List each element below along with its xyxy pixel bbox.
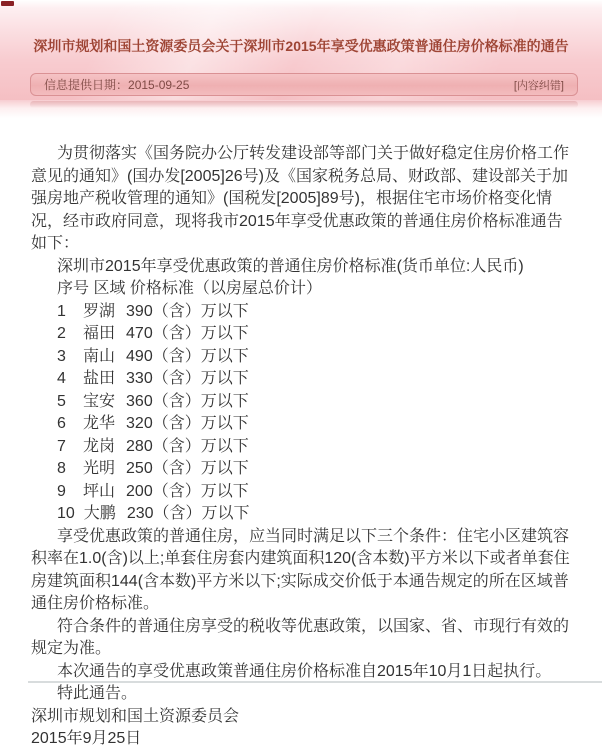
row-price: 470（含）万以下 [126,325,249,342]
price-row [31,503,576,526]
row-district: 龙华 [83,415,116,432]
row-district: 福田 [83,325,116,342]
page-banner [0,0,602,100]
info-date-label: 信息提供日期： [44,78,129,92]
top-left-mark [1,1,14,6]
row-district: 坪山 [83,482,116,500]
price-row [31,301,576,324]
row-district: 罗湖 [83,302,116,320]
row-district: 光明 [83,460,116,477]
price-row [31,391,576,414]
row-number: 7 [57,437,66,455]
row-number: 8 [57,460,66,477]
row-number: 10 [57,505,75,522]
price-row [31,436,576,459]
price-table-header: 序号 区域 价格标准（以房屋总价计） [57,280,322,297]
row-district: 南山 [83,347,116,365]
row-price: 330（含）万以下 [126,370,249,387]
info-date-value: 2015-09-25 [128,77,190,92]
row-district: 大鹏 [83,505,116,522]
price-standard-title: 深圳市2015年享受优惠政策的普通住房价格标准(货币单位:人民币) [57,257,524,275]
paragraph-conditions: 享受优惠政策的普通住房，应当同时满足以下三个条件：住宅小区建筑容积率在1.0(含)以上;单套住房套内建筑面积120(含本数)平方米以下或者单套住房建筑面积144(含本数)平方米以下;实际成交价低于本通告规定的所在区域普通住房价格标准。 [31,527,570,612]
paragraph-tax-policy: 符合条件的普通住房享受的税收等优惠政策，以国家、省、市现行有效的规定为准。 [31,617,570,657]
content-correction-link[interactable]: [内容纠错] [513,79,564,92]
price-row [31,346,576,369]
price-row [31,458,576,481]
row-price: 280（含）万以下 [126,437,249,455]
banner-reflection [30,101,578,108]
document-body [0,118,602,751]
price-row [31,413,576,436]
signature-org: 深圳市规划和国土资源委员会 [31,707,240,725]
banner-fade [0,100,602,118]
paragraph-closing: 特此通告。 [57,685,138,702]
info-date [44,76,189,93]
row-number: 4 [57,370,66,387]
row-number: 5 [57,392,66,410]
row-number: 2 [57,325,66,342]
row-number: 3 [57,347,66,365]
bottom-divider [28,681,602,683]
price-row [31,368,576,391]
price-row [31,323,576,346]
row-number: 1 [57,302,66,320]
row-number: 6 [57,415,66,432]
row-price: 200（含）万以下 [126,482,249,500]
row-district: 盐田 [83,370,116,387]
row-district: 宝安 [83,392,116,410]
price-row [31,481,576,504]
row-number: 9 [57,482,66,500]
row-district: 龙岗 [83,437,116,455]
signature-date: 2015年9月25日 [31,730,142,747]
notice-title: 深圳市规划和国土资源委员会关于深圳市2015年享受优惠政策普通住房价格标准的通告 [33,38,569,54]
row-price: 320（含）万以下 [126,415,249,432]
row-price: 250（含）万以下 [126,460,249,477]
info-bar [30,73,578,96]
paragraph-effective-date: 本次通告的享受优惠政策普通住房价格标准自2015年10月1日起执行。 [57,662,552,680]
row-price: 490（含）万以下 [126,347,249,365]
row-price: 360（含）万以下 [126,392,249,410]
row-price: 390（含）万以下 [126,302,249,320]
paragraph-intro: 为贯彻落实《国务院办公厅转发建设部等部门关于做好稳定住房价格工作意见的通知》(国办发[2005]26号)及《国家税务总局、财政部、建设部关于加强房地产税收管理的通知》(国税发[2005]89号)，根据住宅市场价格变化情况，经市政府同意，现将我市2015年享受优惠政策的普通住房价格标准通告如下： [31,145,570,252]
row-price: 230（含）万以下 [126,505,250,522]
